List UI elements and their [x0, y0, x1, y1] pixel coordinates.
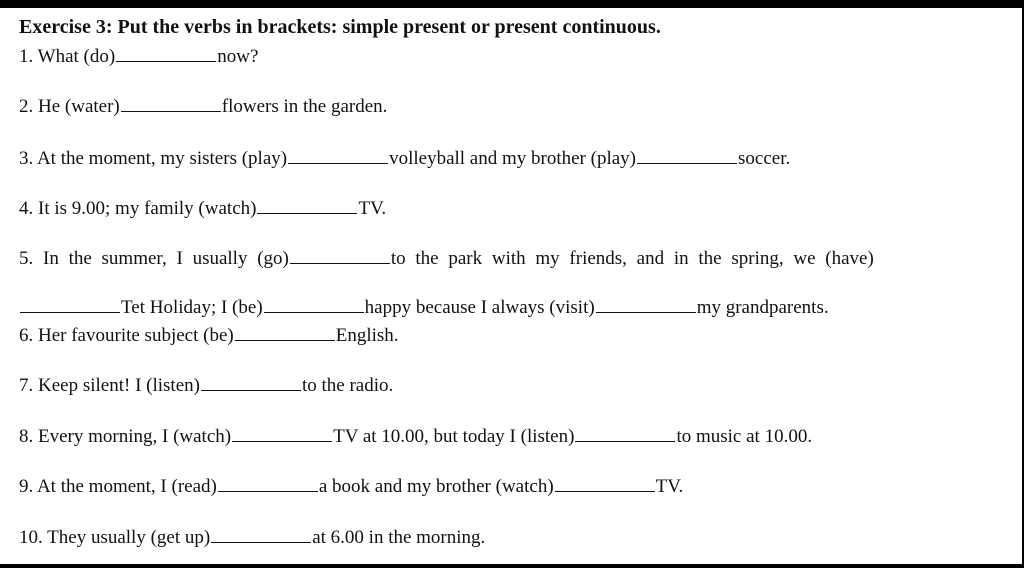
- question-5-continued: [19, 295, 829, 319]
- question-text: 5. In the summer, I usually (go): [19, 248, 289, 269]
- question-3: [19, 146, 790, 170]
- question-text: now?: [217, 46, 259, 67]
- answer-blank[interactable]: [596, 295, 696, 313]
- question-text: 2. He (water): [19, 96, 120, 117]
- answer-blank[interactable]: [121, 94, 221, 112]
- answer-blank[interactable]: [201, 373, 301, 391]
- answer-blank[interactable]: [290, 246, 390, 264]
- question-text: TV.: [655, 476, 684, 497]
- answer-blank[interactable]: [232, 424, 332, 442]
- answer-blank[interactable]: [20, 295, 120, 313]
- answer-blank[interactable]: [257, 196, 357, 214]
- answer-blank[interactable]: [235, 323, 335, 341]
- question-text: soccer.: [738, 148, 791, 169]
- question-text: at 6.00 in the morning.: [312, 527, 486, 548]
- question-2: [19, 94, 387, 118]
- question-text: English.: [335, 325, 399, 346]
- question-text: to the radio.: [301, 375, 394, 396]
- question-text: 6. Her favourite subject (be): [19, 325, 234, 346]
- answer-blank[interactable]: [218, 474, 318, 492]
- answer-blank[interactable]: [575, 424, 675, 442]
- question-7: [19, 373, 393, 397]
- question-text: flowers in the garden.: [221, 96, 388, 117]
- question-text: 10. They usually (get up): [19, 527, 211, 548]
- answer-blank[interactable]: [211, 525, 311, 543]
- answer-blank[interactable]: [555, 474, 655, 492]
- answer-blank[interactable]: [637, 146, 737, 164]
- answer-blank[interactable]: [288, 146, 388, 164]
- question-8: [19, 424, 812, 448]
- question-text: TV at 10.00, but today I (listen): [333, 426, 575, 447]
- question-text: a book and my brother (watch): [318, 476, 554, 497]
- question-text: 1. What (do): [19, 46, 116, 67]
- worksheet: [0, 8, 1022, 564]
- question-4: [19, 196, 386, 220]
- question-9: [19, 474, 683, 498]
- question-text: to the park with my friends, and in the spring, we (have): [390, 248, 874, 269]
- question-1: [19, 44, 258, 68]
- question-text: volleyball and my brother (play): [389, 148, 637, 169]
- question-5: [19, 246, 874, 270]
- question-10: [19, 525, 485, 549]
- exercise-title: Exercise 3: Put the verbs in brackets: simple present or present continuous.: [19, 16, 661, 38]
- question-text: my grandparents.: [696, 297, 829, 318]
- question-text: 9. At the moment, I (read): [19, 476, 217, 497]
- question-text: to music at 10.00.: [676, 426, 813, 447]
- question-text: 4. It is 9.00; my family (watch): [19, 198, 257, 219]
- question-text: 3. At the moment, my sisters (play): [19, 148, 288, 169]
- question-6: [19, 323, 399, 347]
- answer-blank[interactable]: [116, 44, 216, 62]
- question-text: happy because I always (visit): [364, 297, 595, 318]
- question-text: TV.: [358, 198, 387, 219]
- question-text: 7. Keep silent! I (listen): [19, 375, 200, 396]
- answer-blank[interactable]: [264, 295, 364, 313]
- question-text: 8. Every morning, I (watch): [19, 426, 232, 447]
- question-text: Tet Holiday; I (be): [121, 297, 263, 318]
